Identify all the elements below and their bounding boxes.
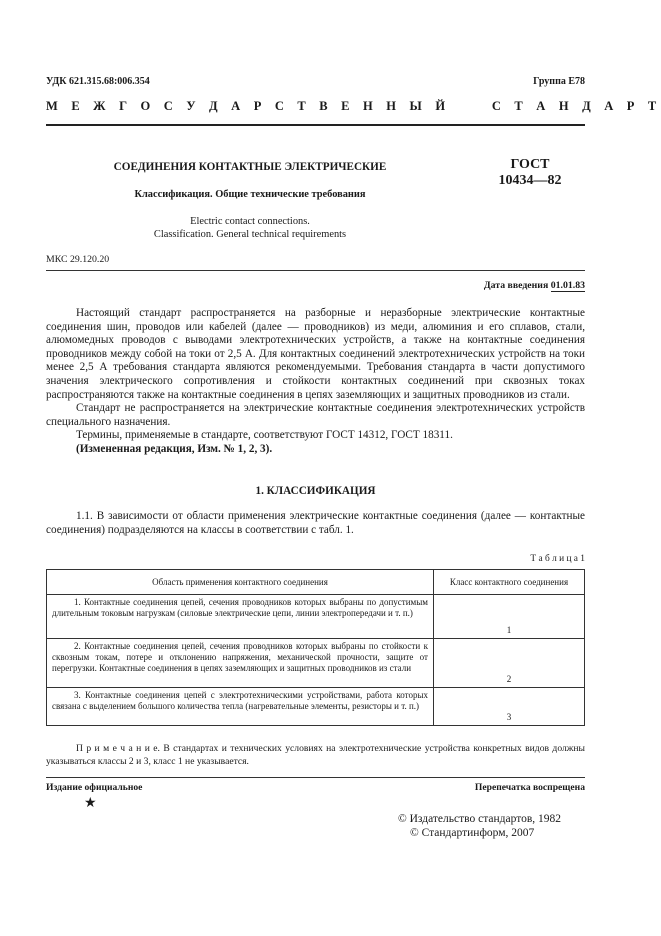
table-cell-area <box>47 639 434 688</box>
udk-code: УДК 621.315.68:006.354 <box>46 76 150 87</box>
title-english-line1: Electric contact connections. <box>190 216 310 227</box>
mks-code: МКС 29.120.20 <box>46 254 110 265</box>
table-1-caption: Т а б л и ц а 1 <box>530 554 585 564</box>
table-cell-area-text: 2. Контактные соединения цепей, сечения проводников которых выбраны по стойкости к сквозным токам, потере и отклонению напряжения, механической прочности, защите от перегрузки. Контактные соединения в цепях заземляющих и защитных проводников из стали <box>52 641 428 673</box>
intro-text <box>46 307 585 457</box>
header-rule <box>46 124 585 126</box>
gost-label: ГОСТ <box>510 157 550 172</box>
section-1-paragraph: 1.1. В зависимости от области применения электрические контактные соединения (далее — контактные соединения) подразделяются на классы в соответствии с табл. 1. <box>46 510 585 536</box>
mks-rule <box>46 270 585 271</box>
intro-paragraph-2: Стандарт не распространяется на электрические контактные соединения электротехнических устройств специального назначения. <box>46 402 585 428</box>
reprint-prohibited: Перепечатка воспрещена <box>474 782 585 793</box>
official-edition: Издание официальное <box>46 782 143 793</box>
document-title: СОЕДИНЕНИЯ КОНТАКТНЫЕ ЭЛЕКТРИЧЕСКИЕ <box>113 161 387 173</box>
note-label: П р и м е ч а н и е. <box>76 743 160 754</box>
intro-paragraph-3: Термины, применяемые в стандарте, соответствуют ГОСТ 14312, ГОСТ 18311. <box>76 429 453 442</box>
gost-number: 10434—82 <box>498 173 562 188</box>
table-header-area: Область применения контактного соединения <box>47 570 434 595</box>
copyright-2007: © Стандартинформ, 2007 <box>410 827 535 839</box>
section-heading-classification: 1. КЛАССИФИКАЦИЯ <box>255 485 376 497</box>
date-label: Дата введения <box>483 280 549 291</box>
date-value: 01.01.83 <box>550 280 585 291</box>
title-english-line2: Classification. General technical requirements <box>153 229 347 240</box>
table-cell-class: 2 <box>434 639 585 688</box>
table-header-row <box>47 570 585 595</box>
table-cell-area-text: 3. Контактные соединения цепей с электротехническими устройствами, работа которых связана с выделением большого количества тепла (нагревательные элементы, резисторы и т. п.) <box>52 690 428 711</box>
intro-paragraph-1: Настоящий стандарт распространяется на разборные и неразборные электрические контактные соединения шин, проводов или кабелей (далее — проводников) из меди, алюминия и его сплавов, стали, алюмомедных проводов с выводами электротехнических устройств, а также на контактные соединения проводников между собой на токи от 2,5 А. Для контактных соединений электротехнических устройств на токи менее 2,5 А требования стандарта являются рекомендуемыми. Требования стандарта в части допустимого значения электрического сопротивления и стойкости контактных соединений при сквозных токах распространяются также на контактные соединения в цепях заземляющих и защитных проводников из стали. <box>46 307 585 401</box>
note-text: В стандартах и технических условиях на электротехнические устройства конкретных видов должны указываться классы 2 и 3, класс 1 не указывается. <box>46 743 585 767</box>
footer-rule <box>46 777 585 778</box>
table-cell-area <box>47 595 434 639</box>
classification-table <box>46 569 585 726</box>
document-subtitle: Классификация. Общие технические требования <box>134 189 366 200</box>
star-icon: ★ <box>84 796 97 811</box>
table-cell-class: 3 <box>434 688 585 726</box>
section-1-text <box>46 510 585 537</box>
table-cell-area <box>47 688 434 726</box>
table-row <box>47 595 585 639</box>
copyright-1982: © Издательство стандартов, 1982 <box>398 813 562 825</box>
table-cell-area-text: 1. Контактные соединения цепей, сечения проводников которых выбраны по допустимым длительным токовым нагрузкам (силовые электрические цепи, линии электропередачи и т. п.) <box>52 597 428 618</box>
table-header-class: Класс контактного соединения <box>434 570 585 595</box>
table-row <box>47 639 585 688</box>
table-row <box>47 688 585 726</box>
group-code: Группа Е78 <box>533 76 585 87</box>
introduction-date <box>484 280 585 291</box>
interstate-standard-banner: М Е Ж Г О С У Д А Р С Т В Е Н Н Ы Й С Т А Н Д А Р Т <box>46 99 661 113</box>
amendment-note: (Измененная редакция, Изм. № 1, 2, 3). <box>76 442 273 455</box>
table-note <box>46 742 585 768</box>
table-cell-class: 1 <box>434 595 585 639</box>
